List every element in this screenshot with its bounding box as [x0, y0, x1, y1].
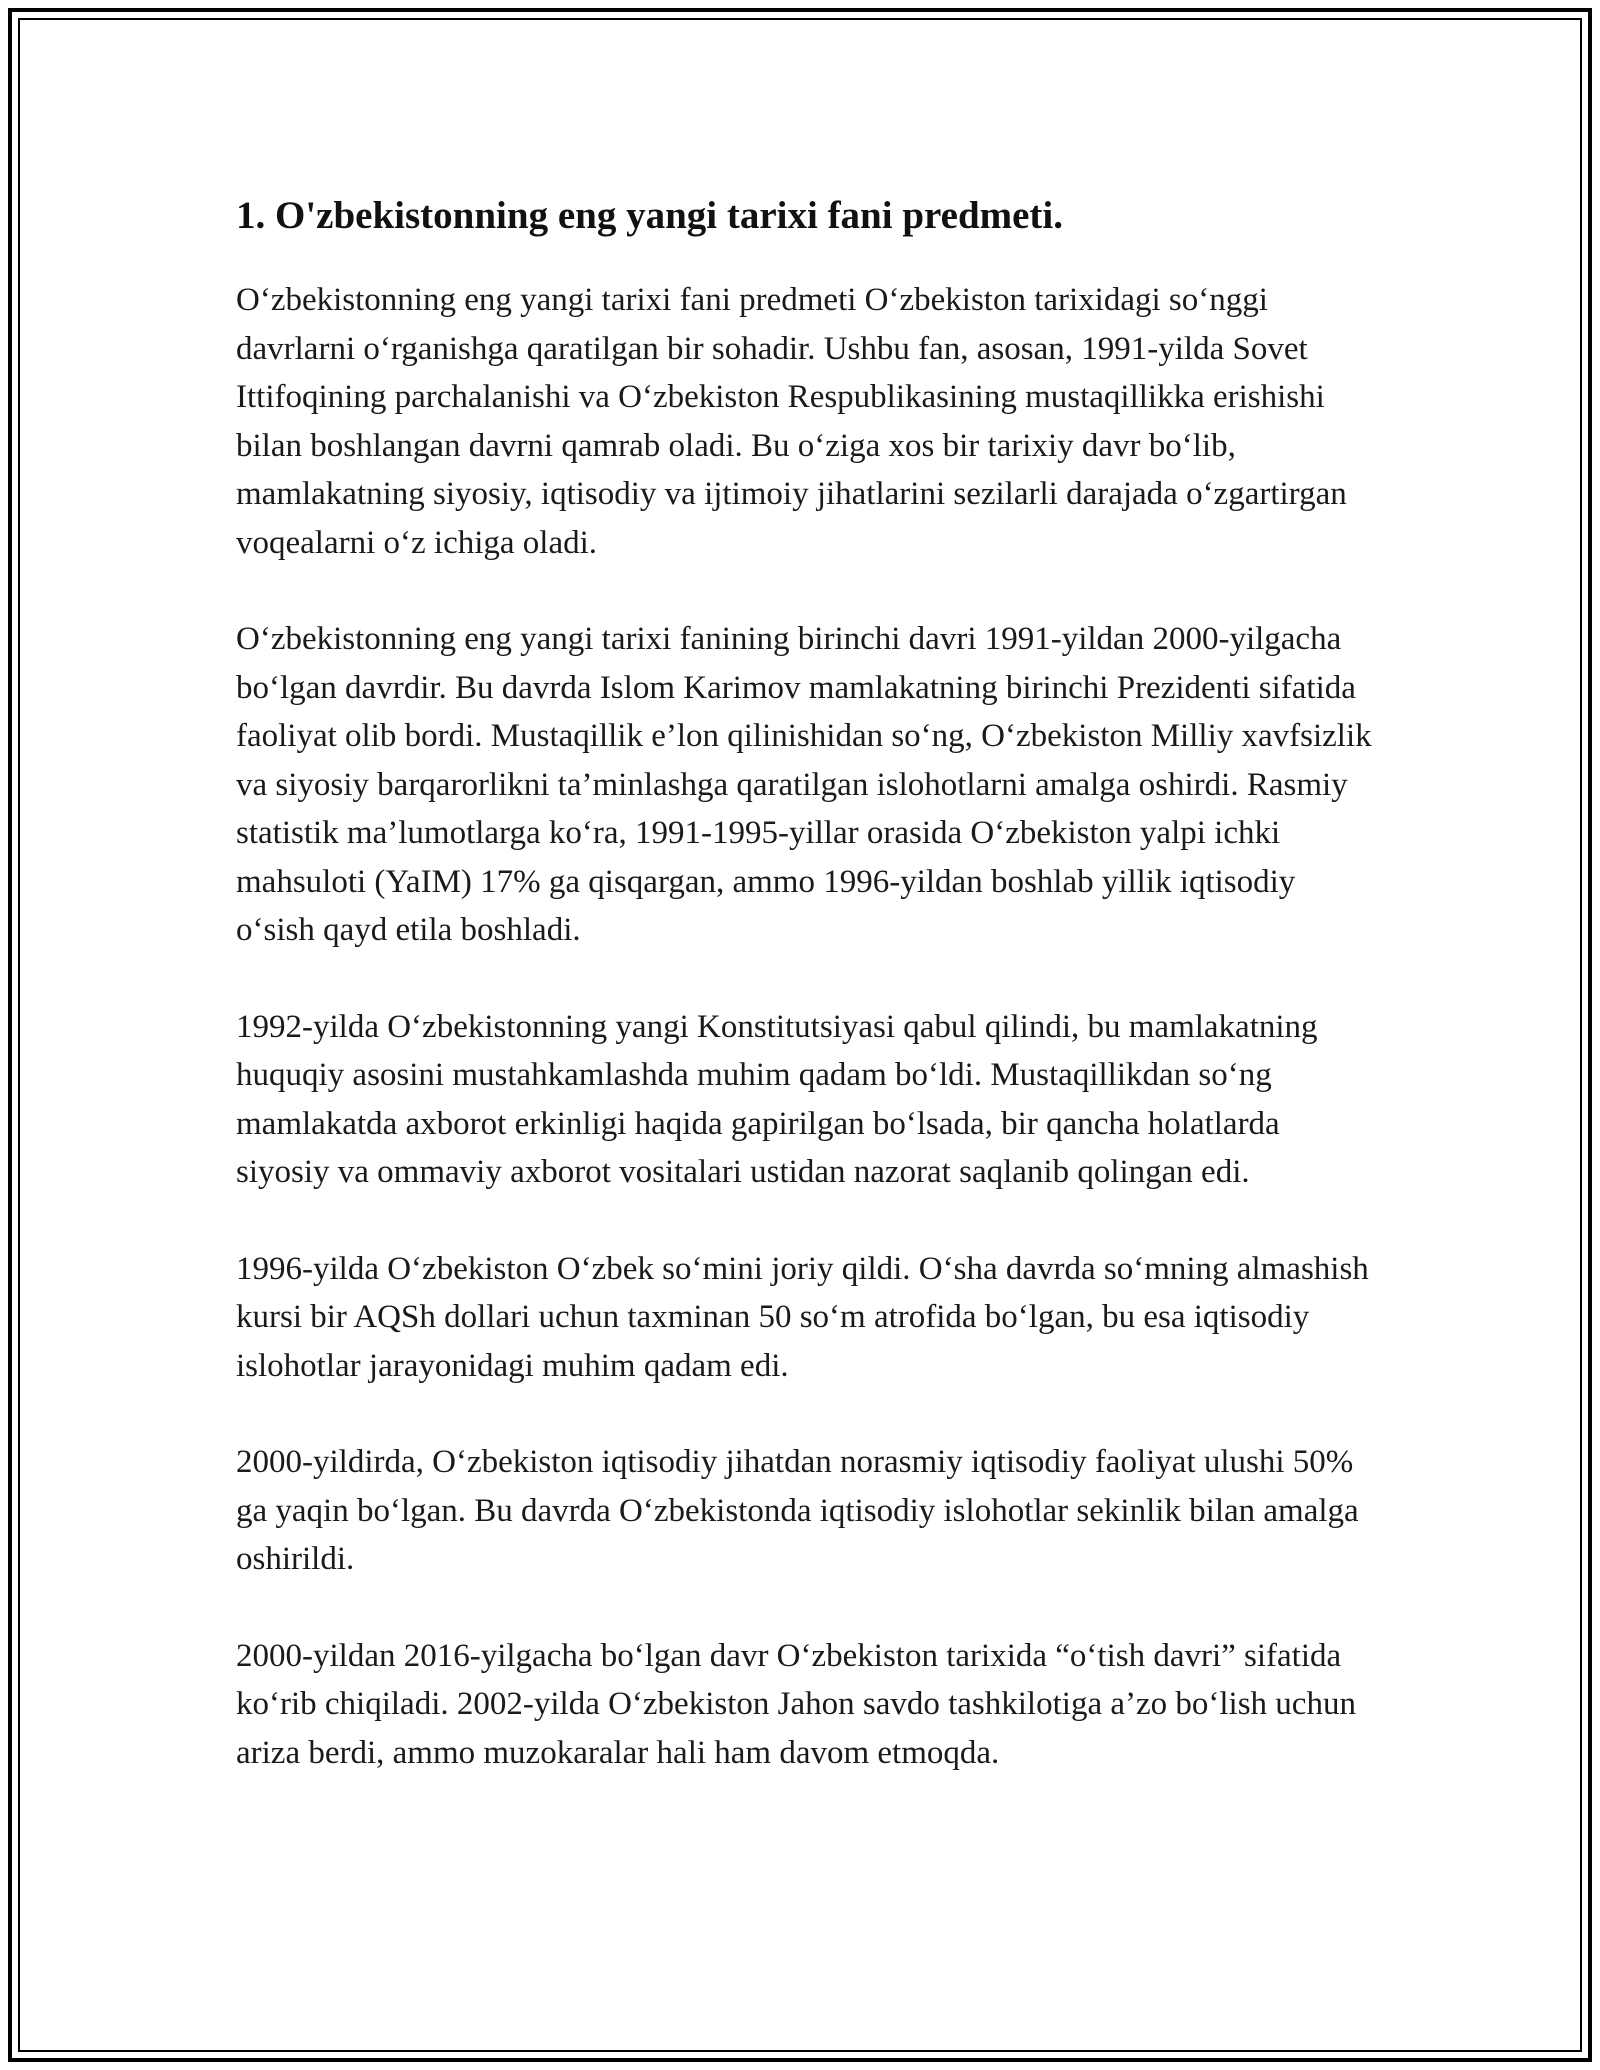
paragraph-5: 2000-yildirda, O‘zbekiston iqtisodiy jihatdan norasmiy iqtisodiy faoliyat ulushi 50% ga yaqin bo‘lgan. Bu davrda O‘zbekistonda iqtisodiy islohotlar sekinlik bilan amalga oshirildi. [236, 1444, 1359, 1577]
paragraph-3: 1992-yilda O‘zbekistonning yangi Konstitutsiyasi qabul qilindi, bu mamlakatning huquqiy asosini mustahkamlashda muhim qadam bo‘ldi. Mustaqillikdan so‘ng mamlakatda axborot erkinligi haqida gapirilgan bo‘lsada, bir qancha holatlarda siyosiy va ommaviy axborot vositalari ustidan nazorat saqlanib qolingan edi. [236, 1008, 1318, 1190]
document-title: 1. O'zbekistonning eng yangi tarixi fani predmeti. [236, 194, 1063, 237]
paragraph-1: O‘zbekistonning eng yangi tarixi fani predmeti O‘zbekiston tarixidagi so‘nggi davrlarni o‘rganishga qaratilgan bir sohadir. Ushbu fan, asosan, 1991-yilda Sovet Ittifoqining parchalanishi va O‘zbekiston Respublikasining mustaqillikka erishishi bilan boshlangan davrni qamrab oladi. Bu o‘ziga xos bir tarixiy davr bo‘lib, mamlakatning siyosiy, iqtisodiy va ijtimoiy jihatlarini sezilarli darajada o‘zgartirgan voqealarni o‘z ichiga oladi. [236, 282, 1347, 561]
document-body [236, 186, 1376, 1825]
paragraph-2: O‘zbekistonning eng yangi tarixi fanining birinchi davri 1991-yildan 2000-yilgacha bo‘lgan davrdir. Bu davrda Islom Karimov mamlakatning birinchi Prezidenti sifatida faoliyat olib bordi. Mustaqillik e’lon qilinishidan so‘ng, O‘zbekiston Milliy xavfsizlik va siyosiy barqarorlikni ta’minlashga qaratilgan islohotlarni amalga oshirdi. Rasmiy statistik ma’lumotlarga ko‘ra, 1991-1995-yillar orasida O‘zbekiston yalpi ichki mahsuloti (YaIM) 17% ga qisqargan, ammo 1996-yildan boshlab yillik iqtisodiy o‘sish qayd etila boshladi. [236, 621, 1372, 948]
paragraph-4: 1996-yilda O‘zbekiston O‘zbek so‘mini joriy qildi. O‘sha davrda so‘mning almashish kursi bir AQSh dollari uchun taxminan 50 so‘m atrofida bo‘lgan, bu esa iqtisodiy islohotlar jarayonidagi muhim qadam edi. [236, 1250, 1369, 1384]
paragraph-6: 2000-yildan 2016-yilgacha bo‘lgan davr O‘zbekiston tarixida “o‘tish davri” sifatida ko‘rib chiqiladi. 2002-yilda O‘zbekiston Jahon savdo tashkilotiga a’zo bo‘lish uchun ariza berdi, ammo muzokaralar hali ham davom etmoqda. [236, 1637, 1356, 1771]
